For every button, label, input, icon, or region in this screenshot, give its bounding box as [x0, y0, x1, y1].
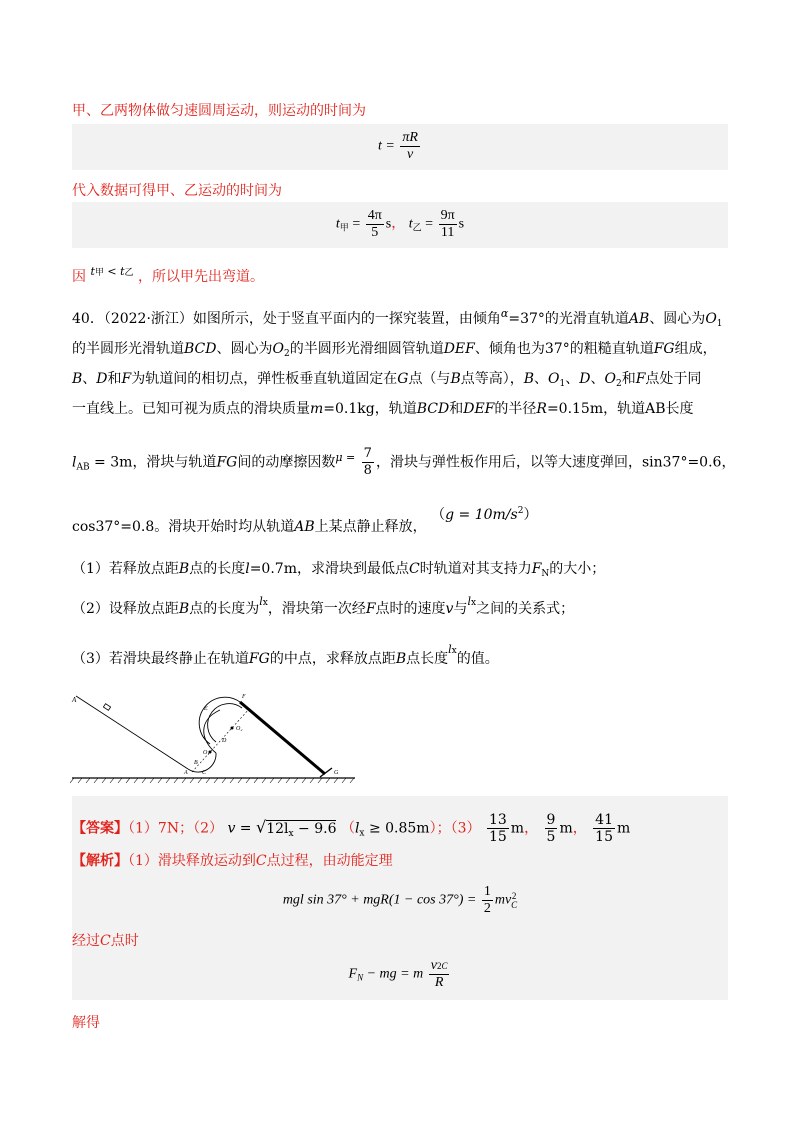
q-text: 点的长度为: [189, 601, 260, 617]
t-jia-num: 4π: [367, 208, 382, 223]
lx-sub: x: [451, 646, 457, 656]
equation-energy: [0, 884, 800, 917]
q-f: F: [531, 561, 542, 577]
rad-a: 12l: [266, 820, 289, 837]
analysis-c: C: [255, 853, 267, 869]
q-fn-sub: N: [541, 569, 550, 579]
q-b: B: [395, 651, 407, 667]
q-fg: FG: [248, 651, 270, 667]
question-line-4: [72, 400, 694, 418]
analysis-text: （1）滑块释放运动到: [128, 853, 256, 869]
ineq-op: <: [107, 265, 117, 278]
t-yi: t: [408, 216, 413, 232]
q-f: F: [121, 371, 132, 387]
q-text: 与: [453, 601, 468, 617]
q-ab: AB: [294, 519, 315, 535]
t-jia-den: 5: [371, 225, 379, 240]
eq2-v: v: [430, 958, 437, 973]
q-text: （1）若释放点距: [72, 561, 179, 577]
answer-frac-3: [593, 812, 615, 845]
question-source: （2022·浙江）: [103, 311, 193, 327]
t-yi-num: 9π: [440, 208, 455, 223]
g-open: （: [431, 507, 446, 523]
question-part-3: [72, 643, 499, 670]
g-sup: 2: [517, 506, 524, 516]
label-a-lower: A: [184, 770, 188, 776]
sqrt-body: [266, 820, 336, 837]
incline-fg: [240, 702, 325, 774]
unit-m: m: [617, 820, 631, 837]
equation-force: [0, 958, 800, 991]
answer-frac-1: [487, 812, 509, 845]
eq1-sup: 2: [511, 890, 517, 901]
t-jia: t: [335, 216, 340, 232]
g-close: ）: [523, 507, 538, 523]
formula1-fraction: [400, 130, 420, 163]
q-text: 、: [534, 371, 549, 387]
center-line: [192, 708, 250, 772]
q-d: D: [96, 371, 108, 387]
analysis-line-3: 解得: [72, 1015, 100, 1031]
slider-block: [103, 704, 110, 711]
q-o1: O: [705, 311, 717, 327]
q-text: ，滑块与轨道: [132, 454, 217, 471]
q-b: B: [523, 371, 535, 387]
t-yi-den: 11: [440, 225, 455, 240]
q-fg: FG: [216, 454, 238, 471]
q-text: 的中点，求释放点距: [269, 651, 396, 667]
question-line-6: [72, 506, 538, 536]
conclusion: ，所以甲先出弯道。: [138, 269, 264, 285]
q-text: 为轨道间的相切点，弹性板垂直轨道固定在: [131, 371, 398, 387]
q-text: =0.1kg，轨道: [323, 401, 417, 417]
q-o1: O: [548, 371, 560, 387]
unit-m: m: [559, 820, 573, 837]
unit-m: m: [510, 820, 525, 837]
analysis-c: C: [100, 933, 111, 949]
ineq-sub2: 乙: [124, 268, 134, 278]
lx-1: [259, 595, 268, 608]
q-alpha: α: [500, 307, 509, 320]
unit-s-1: s: [385, 216, 392, 232]
q-text: 、: [590, 371, 605, 387]
q-text: 之间的关系式；: [476, 601, 575, 617]
unit-s-2: s: [458, 216, 465, 232]
g-value: [431, 507, 537, 523]
answer-line: [72, 812, 630, 845]
q-bcd: BCD: [184, 341, 217, 357]
q-lab-value: = 3m: [89, 454, 133, 471]
q-fg: FG: [653, 341, 675, 357]
q-l: l: [245, 561, 250, 577]
q-text: =37°的光滑直轨道: [508, 311, 629, 327]
q-r: R: [536, 401, 547, 417]
analysis-text: 点时: [110, 933, 139, 949]
analysis-line-1: [72, 852, 393, 870]
question-number: 40．: [72, 311, 104, 327]
analysis-line-2: [72, 932, 139, 950]
cond-value: ≥ 0.85m: [364, 820, 430, 837]
q-text: 、圆心为: [216, 341, 273, 357]
answer-eq: =: [235, 820, 256, 837]
mu-num: 7: [363, 446, 372, 461]
q-o2: O: [272, 341, 284, 357]
rad-b: − 9.6: [293, 820, 337, 837]
analysis-text: 点过程，由动能定理: [266, 853, 393, 869]
cond-l: l: [354, 820, 360, 837]
q-text: ，滑块第一次经: [267, 601, 366, 617]
t-jia-fraction: [366, 208, 384, 241]
q-v: v: [445, 601, 454, 617]
cond-close: ）: [429, 820, 437, 837]
f1-num: 13: [488, 812, 507, 828]
analysis-tag: 【解析】: [72, 853, 128, 869]
t-yi-sub: 乙: [412, 222, 422, 233]
q-text: 、圆心为: [649, 311, 706, 327]
eq2-mid: − mg = m: [363, 966, 424, 982]
q-text: 和: [621, 371, 636, 387]
q-d: D: [579, 371, 591, 387]
q-text: （2）设释放点距: [72, 601, 179, 617]
lx-l: l: [448, 643, 452, 656]
answer-part1: （1）7N；（2）: [128, 820, 223, 837]
solution-line-2: 代入数据可得甲、乙运动的时间为: [72, 183, 282, 199]
t-jia-sub: 甲: [339, 222, 349, 233]
center-o2: [231, 727, 234, 730]
f2-num: 9: [546, 812, 556, 828]
t-yi-fraction: [439, 208, 457, 241]
q-text: 点时的速度: [375, 601, 446, 617]
comma: ，: [524, 820, 539, 837]
answer-part3: ；（3）: [436, 820, 481, 837]
q-text: 点（与: [408, 371, 451, 387]
label-e: E: [204, 706, 208, 712]
label-f: F: [242, 694, 246, 700]
eq2-f-sub: N: [357, 972, 364, 983]
question-part-2: [72, 595, 575, 620]
eq1-rhs: mv: [494, 892, 512, 908]
q-text: （3）若滑块最终静止在轨道: [72, 651, 249, 667]
q-text: 和: [449, 401, 464, 417]
q-text: cos37°=0.8。滑块开始时均从轨道: [72, 519, 295, 535]
q-text: 间的动摩擦因数: [237, 454, 336, 471]
answer-v: v: [227, 820, 236, 837]
question-line-3: [72, 370, 701, 393]
q-b: B: [178, 601, 190, 617]
question-line-5: [72, 446, 735, 482]
f3-num: 41: [595, 812, 613, 828]
cond-open: （: [340, 820, 355, 837]
q-text: 点处于同: [645, 371, 702, 387]
answer-frac-2: [545, 812, 558, 845]
q-text: 的大小；: [549, 561, 606, 577]
eq2-num: [429, 958, 450, 975]
q-text: 的半圆形光滑轨道: [72, 341, 184, 357]
q-text: ，滑块与弹性板作用后，以等大速度弹回，sin37°=0.6，: [375, 454, 736, 471]
q-b: B: [178, 561, 190, 577]
question-line-1: [72, 307, 723, 333]
f3-den: 15: [595, 829, 613, 845]
cond-sub: x: [359, 828, 365, 839]
g-expr: g = 10m/s: [445, 507, 518, 523]
solution-line-1: 甲、乙两物体做匀速圆周运动，则运动的时间为: [72, 103, 366, 119]
eq2-fraction: [429, 958, 450, 991]
eq2-sub: C: [441, 961, 448, 971]
q-b: B: [72, 371, 83, 387]
formula1-den: v: [407, 147, 414, 162]
q-g: G: [397, 371, 409, 387]
q-o1-sub: 1: [559, 379, 566, 389]
answer-tag: 【答案】: [72, 820, 128, 837]
because: 因: [72, 269, 86, 285]
q-text: 时轨道对其支持力: [419, 561, 532, 577]
label-b: B: [194, 760, 198, 766]
q-text: =0.15m，轨道AB长度: [546, 401, 694, 417]
q-text: 上某点静止释放，: [314, 519, 427, 535]
label-c: C: [202, 770, 207, 776]
eq1-fraction: [482, 884, 493, 917]
ground-hatching: [70, 778, 354, 783]
q-text: 、: [82, 371, 97, 387]
q-def: DEF: [443, 341, 475, 357]
label-o2: O₂: [236, 726, 243, 732]
q-text: 的半圆形光滑细圆管轨道: [289, 341, 444, 357]
q-text: 组成，: [674, 341, 717, 357]
solution-line-3: [72, 266, 264, 286]
formula-box-1: [72, 124, 728, 170]
eq1-den: 2: [483, 901, 491, 916]
eq1-sub: C: [511, 899, 518, 910]
lx-3: [448, 643, 457, 656]
q-f: F: [635, 371, 646, 387]
formula-times: $t_甲$ = $\frac{4\pi}{5}$ s， $t_乙$ = $\frac{9\pi}{11}$ s: [335, 208, 465, 240]
q-text: 如图所示，处于竖直平面内的一探究装置，由倾角: [192, 311, 501, 327]
eq2-den: R: [434, 975, 444, 990]
f1-den: 15: [488, 829, 507, 845]
q-text: 一直线上。已知可视为质点的滑块质量: [72, 401, 310, 417]
q-text: 和: [107, 371, 122, 387]
rad-sub: x: [288, 828, 294, 839]
incline-ab: [76, 696, 188, 769]
q-o1-sub: 1: [716, 319, 723, 329]
lx-sub: x: [471, 598, 477, 608]
track-diagram: [70, 680, 360, 788]
q-ab: AB: [628, 311, 650, 327]
mu-fraction: [362, 446, 374, 479]
question-line-2: [72, 340, 717, 363]
label-a: A: [72, 696, 77, 704]
q-def: DEF: [463, 401, 495, 417]
lx-l: l: [259, 595, 263, 608]
q-bcd: BCD: [416, 401, 450, 417]
ineq-t2: t: [120, 265, 125, 278]
formula1-num: πR: [402, 130, 418, 145]
eq2-sup: 2: [436, 961, 442, 971]
lx-2: [467, 595, 476, 608]
formula1-lhs: t =: [378, 138, 395, 154]
label-o1: O₁: [203, 750, 210, 756]
label-g: G: [334, 770, 339, 776]
q-text: 点等高），: [460, 371, 524, 387]
q-l-sub: AB: [76, 462, 90, 473]
q-c: C: [408, 561, 420, 577]
eq1-lhs: mgl sin 37° + mgR(1 − cos 37°) =: [282, 892, 477, 908]
q-l: l: [72, 454, 77, 471]
q-o2: O: [604, 371, 616, 387]
ineq-t1: t: [90, 265, 95, 278]
formula-box-2: [72, 202, 728, 248]
sqrt-sign: √: [256, 817, 267, 837]
q-text: 点的长度: [189, 561, 246, 577]
separator: ，: [391, 216, 406, 232]
q-text: 的半径: [494, 401, 537, 417]
q-f: F: [365, 601, 376, 617]
q-text: 、倾角也为37°的粗糙直轨道: [474, 341, 654, 357]
q-o2-sub: 2: [283, 349, 290, 359]
q-text: 、: [565, 371, 580, 387]
q-text: =0.7m，求滑块到最低点: [249, 561, 409, 577]
q-text: 点长度: [406, 651, 449, 667]
q-mu: μ =: [335, 450, 356, 464]
eq1-scripts: [511, 892, 517, 910]
mu-den: 8: [363, 463, 372, 478]
f2-den: 5: [546, 829, 556, 845]
lx-l: l: [467, 595, 471, 608]
label-d: D: [222, 738, 227, 744]
curve-d: [204, 710, 220, 753]
q-b: B: [450, 371, 461, 387]
question-part-1: [72, 560, 605, 583]
ineq-sub1: 甲: [94, 268, 104, 278]
q-m: m: [310, 401, 324, 417]
eq2-f: F: [348, 966, 358, 982]
analysis-text: 经过: [72, 933, 100, 949]
q-text: 的值。: [456, 651, 499, 667]
inequality: [90, 265, 133, 278]
formula-time: [72, 130, 728, 163]
q-o2-sub: 2: [615, 379, 622, 389]
lx-sub: x: [262, 598, 268, 608]
comma: ，: [572, 820, 587, 837]
eq1-num: 1: [483, 884, 491, 899]
